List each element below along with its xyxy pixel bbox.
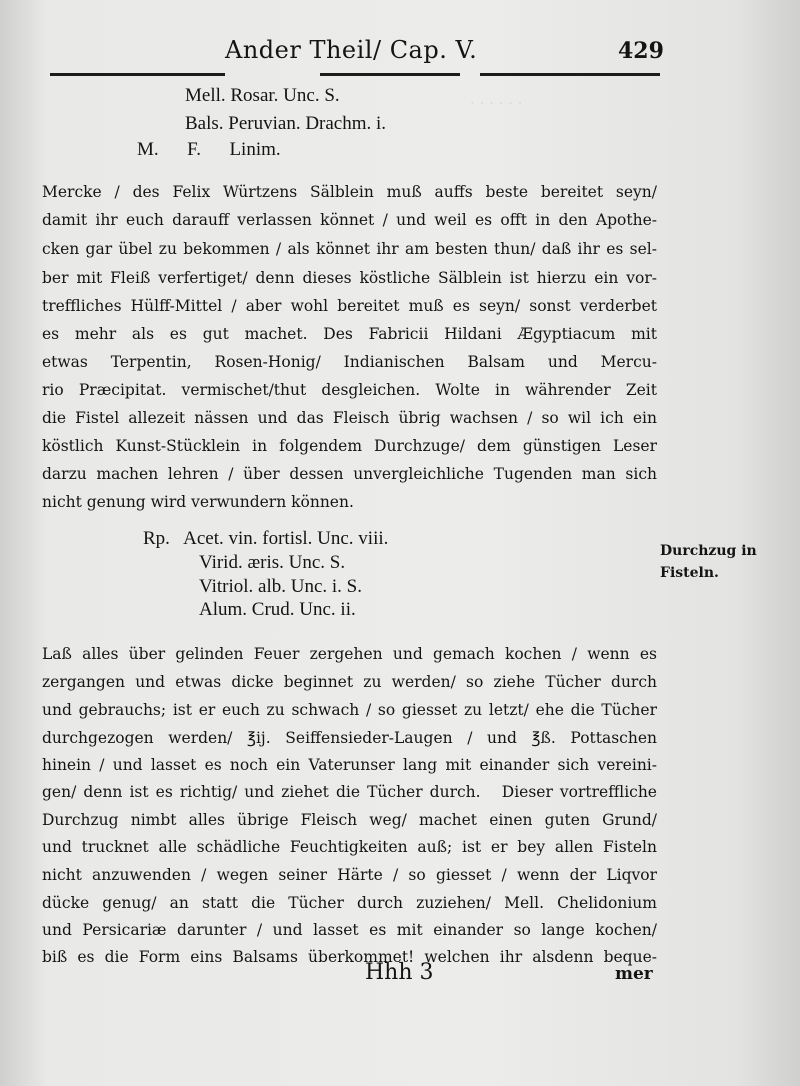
text-line: treffliches Hülff-Mittel / aber wohl bereitet muß es seyn/ sonst verderbet <box>42 297 657 315</box>
margin-note-line: Durchzug in <box>660 543 757 559</box>
margin-note-line: Fisteln. <box>660 565 719 581</box>
recipe-line: Bals. Peruvian. Drachm. i. <box>185 113 387 134</box>
text-line: zergangen und etwas dicke beginnet zu werden/ so ziehe Tücher durch <box>42 673 657 691</box>
text-line: es mehr als es gut machet. Des Fabricii Hildani Ægyptiacum mit <box>42 325 657 343</box>
recipe-line: Vitriol. alb. Unc. i. S. <box>199 576 362 597</box>
text-line: Durchzug nimbt alles übrige Fleisch weg/ machet einen guten Grund/ <box>42 811 657 829</box>
text-line: darzu machen lehren / über dessen unvergleichliche Tugenden man sich <box>42 465 657 483</box>
text-line: cken gar übel zu bekommen / als könnet ihr am besten thun/ daß ihr es sel- <box>42 240 657 258</box>
header-rule-middle <box>320 73 460 76</box>
page-header <box>0 36 800 76</box>
text-line: damit ihr euch darauff verlassen könnet / und weil es offt in den Apothe- <box>42 211 657 229</box>
header-rule-right <box>480 73 660 76</box>
recipe-line: Mell. Rosar. Unc. S. <box>185 85 340 106</box>
text-line: und trucknet alle schädliche Feuchtigkeiten auß; ist er bey allen Fisteln <box>42 838 657 856</box>
text-line: nicht genung wird verwundern können. <box>42 493 354 511</box>
recipe-line: Rp. Acet. vin. fortisl. Unc. viii. <box>143 528 389 549</box>
text-line: Laß alles über gelinden Feuer zergehen und gemach kochen / wenn es <box>42 645 657 663</box>
page-number: 429 <box>618 38 664 64</box>
catchword: mer <box>615 964 653 984</box>
recipe-line: Alum. Crud. Unc. ii. <box>199 599 356 620</box>
margin-note <box>660 540 790 584</box>
text-line: und Persicariæ darunter / und lasset es mit einander so lange kochen/ <box>42 921 657 939</box>
recipe-line: M. F. Linim. <box>137 139 281 160</box>
header-rule-left <box>50 73 225 76</box>
text-line: köstlich Kunst-Stücklein in folgendem Durchzuge/ dem günstigen Leser <box>42 437 657 455</box>
text-line: gen/ denn ist es richtig/ und ziehet die Tücher durch. Dieser vortreffliche <box>42 783 657 801</box>
text-line: biß es die Form eins Balsams überkommet! welchen ihr alsdenn beque- <box>42 948 657 966</box>
text-line: rio Præcipitat. vermischet/thut desgleichen. Wolte in währender Zeit <box>42 381 657 399</box>
running-head: Ander Theil/ Cap. V. <box>225 36 478 64</box>
text-line: durchgezogen werden/ ℥ij. Seiffensieder-Laugen / und ℥ß. Pottaschen <box>42 729 657 747</box>
text-line: Mercke / des Felix Würtzens Sälblein muß auffs beste bereitet seyn/ <box>42 183 657 201</box>
text-line: und gebrauchs; ist er euch zu schwach / so giesset zu letzt/ ehe die Tücher <box>42 701 657 719</box>
text-line: nicht anzuwenden / wegen seiner Härte / so giesset / wenn der Liqvor <box>42 866 657 884</box>
show-through-text: . . . . . . <box>470 90 523 108</box>
signature-mark: Hhh 3 <box>365 960 434 985</box>
text-line: ber mit Fleiß verfertiget/ denn dieses köstliche Sälblein ist hierzu ein vor- <box>42 269 657 287</box>
text-line: dücke genug/ an statt die Tücher durch zuziehen/ Mell. Chelidonium <box>42 894 657 912</box>
text-line: die Fistel allezeit nässen und das Fleisch übrig wachsen / so wil ich ein <box>42 409 657 427</box>
text-line: hinein / und lasset es noch ein Vaterunser lang mit einander sich vereini- <box>42 756 657 774</box>
recipe-line: Virid. æris. Unc. S. <box>199 552 346 573</box>
text-line: etwas Terpentin, Rosen-Honig/ Indianischen Balsam und Mercu- <box>42 353 657 371</box>
